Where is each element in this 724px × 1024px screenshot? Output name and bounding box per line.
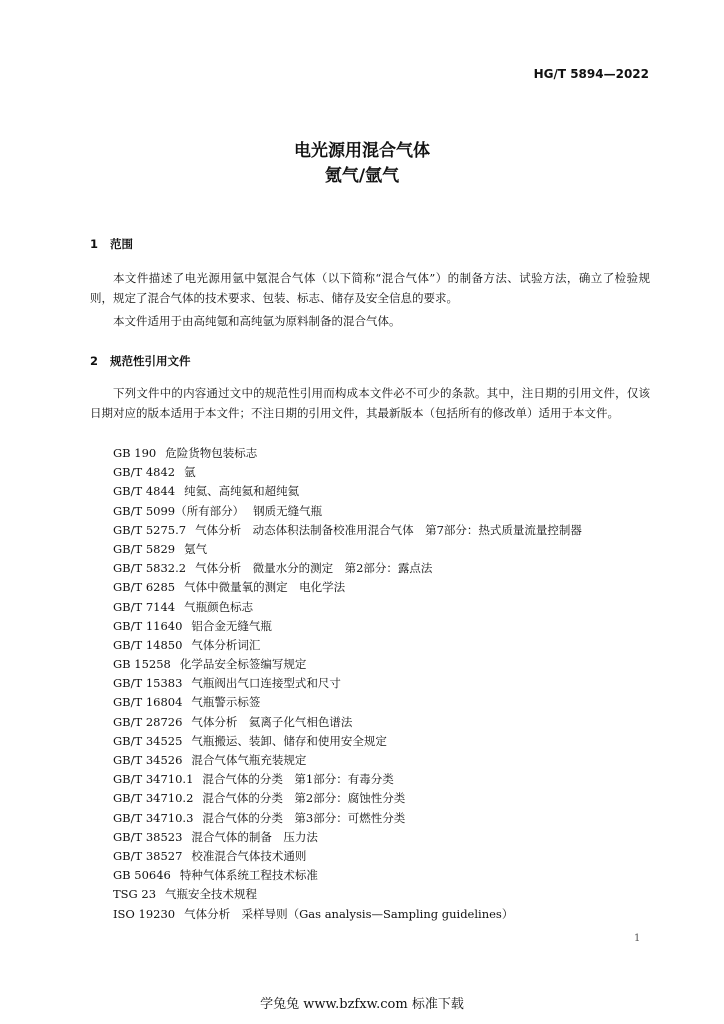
reference-code: GB/T 5832.2 xyxy=(113,561,187,576)
reference-title: 纯氦、高纯氦和超纯氦 xyxy=(184,484,300,499)
reference-title: 化学品安全标签编写规定 xyxy=(179,657,307,672)
reference-item xyxy=(113,770,582,789)
reference-code: GB/T 5829 xyxy=(113,541,176,556)
reference-code: GB/T 34710.2 xyxy=(113,791,194,806)
reference-title: 校准混合气体技术通则 xyxy=(191,848,307,863)
reference-item xyxy=(113,693,582,712)
reference-title: 气体中微量氧的测定 电化学法 xyxy=(184,580,346,595)
reference-item xyxy=(113,463,582,482)
reference-code: ISO 19230 xyxy=(113,906,176,921)
reference-title: 氪气 xyxy=(184,541,208,556)
reference-list xyxy=(113,444,582,924)
reference-item xyxy=(113,444,582,463)
reference-code: GB/T 38527 xyxy=(113,848,183,863)
reference-code: GB/T 14850 xyxy=(113,637,183,652)
reference-item xyxy=(113,809,582,828)
reference-code: GB/T 28726 xyxy=(113,714,183,729)
reference-item xyxy=(113,847,582,866)
section-title: 范围 xyxy=(110,237,133,251)
reference-item xyxy=(113,866,582,885)
section-number: 1 xyxy=(90,237,99,251)
section-heading-normative-references xyxy=(90,353,191,369)
reference-item xyxy=(113,617,582,636)
reference-code: GB 190 xyxy=(113,446,157,460)
reference-code: GB/T 4844 xyxy=(113,484,176,499)
reference-code: GB 15258 xyxy=(113,657,171,672)
reference-item xyxy=(113,751,582,770)
reference-code: GB/T 7144 xyxy=(113,599,176,614)
reference-title: 钢质无缝气瓶 xyxy=(253,503,323,518)
reference-code: GB/T 38523 xyxy=(113,829,183,844)
reference-item xyxy=(113,540,582,559)
reference-title: 氩 xyxy=(184,465,196,480)
reference-item xyxy=(113,655,582,674)
reference-title: 混合气体的分类 第1部分：有毒分类 xyxy=(202,772,394,787)
reference-code: GB/T 34525 xyxy=(113,733,183,748)
reference-item xyxy=(113,482,582,501)
reference-title: 混合气体的分类 第2部分：腐蚀性分类 xyxy=(202,791,406,806)
reference-code: GB/T 15383 xyxy=(113,676,183,691)
reference-item xyxy=(113,598,582,617)
reference-item xyxy=(113,636,582,655)
reference-code: GB/T 34526 xyxy=(113,753,183,767)
reference-title: 特种气体系统工程技术标准 xyxy=(179,868,318,883)
section-heading-scope xyxy=(90,236,133,252)
reference-code: GB/T 16804 xyxy=(113,695,183,710)
reference-item xyxy=(113,521,582,540)
reference-title: 气瓶搬运、装卸、储存和使用安全规定 xyxy=(191,733,387,748)
reference-code: GB/T 34710.3 xyxy=(113,810,194,825)
reference-title: 混合气体的分类 第3部分：可燃性分类 xyxy=(202,810,406,825)
scope-paragraph: 本文件描述了电光源用氩中氪混合气体（以下简称“混合气体”）的制备方法、试验方法，确立了检验规则，规定了混合气体的技术要求、包装、标志、储存及安全信息的要求。 xyxy=(90,271,650,305)
document-subtitle: 氪气/氩气 xyxy=(324,166,400,186)
reference-title: 危险货物包装标志 xyxy=(165,446,258,460)
reference-title: 气瓶警示标签 xyxy=(191,695,261,710)
reference-code: TSG 23 xyxy=(113,887,157,902)
reference-item xyxy=(113,713,582,732)
reference-code: GB/T 5275.7 xyxy=(113,522,187,537)
document-title: 电光源用混合气体 xyxy=(294,141,430,161)
reference-item xyxy=(113,885,582,904)
reference-title: 混合气体气瓶充装规定 xyxy=(191,753,307,767)
reference-title: 气瓶阀出气口连接型式和尺寸 xyxy=(191,676,341,691)
reference-title: 气体分析词汇 xyxy=(191,637,261,652)
reference-code: GB/T 34710.1 xyxy=(113,772,194,787)
reference-item xyxy=(113,674,582,693)
reference-title: 气体分析 动态体积法制备校准用混合气体 第7部分：热式质量流量控制器 xyxy=(195,522,582,537)
section-title: 规范性引用文件 xyxy=(110,354,191,368)
reference-item xyxy=(113,578,582,597)
reference-item xyxy=(113,732,582,751)
reference-code: GB/T 4842 xyxy=(113,465,176,480)
reference-item xyxy=(113,559,582,578)
reference-code: GB 50646 xyxy=(113,868,171,883)
reference-title: 气体分析 微量水分的测定 第2部分：露点法 xyxy=(195,561,433,576)
reference-code: GB/T 5099（所有部分） xyxy=(113,503,245,518)
reference-title: 气体分析 采样导则（Gas analysis—Sampling guidelines） xyxy=(184,906,514,921)
reference-title: 气瓶安全技术规程 xyxy=(165,887,258,902)
reference-item xyxy=(113,789,582,808)
reference-title: 混合气体的制备 压力法 xyxy=(191,829,318,844)
reference-item xyxy=(113,905,582,924)
reference-code: GB/T 11640 xyxy=(113,618,183,633)
page-number: 1 xyxy=(634,933,641,944)
standard-number: HG/T 5894—2022 xyxy=(533,67,649,81)
reference-item xyxy=(113,828,582,847)
reference-code: GB/T 6285 xyxy=(113,580,176,595)
footer-watermark: 学兔兔 www.bzfxw.com 标准下载 xyxy=(260,997,464,1012)
reference-title: 铝合金无缝气瓶 xyxy=(191,618,272,633)
reference-title: 气瓶颜色标志 xyxy=(184,599,254,614)
reference-item xyxy=(113,502,582,521)
scope-paragraph: 本文件适用于由高纯氪和高纯氩为原料制备的混合气体。 xyxy=(113,314,401,328)
references-intro-paragraph: 下列文件中的内容通过文中的规范性引用而构成本文件必不可少的条款。其中，注日期的引用文件，仅该日期对应的版本适用于本文件；不注日期的引用文件，其最新版本（包括所有的修改单）适用于本文件。 xyxy=(90,386,650,420)
section-number: 2 xyxy=(90,354,99,368)
reference-title: 气体分析 氦离子化气相色谱法 xyxy=(191,714,353,729)
